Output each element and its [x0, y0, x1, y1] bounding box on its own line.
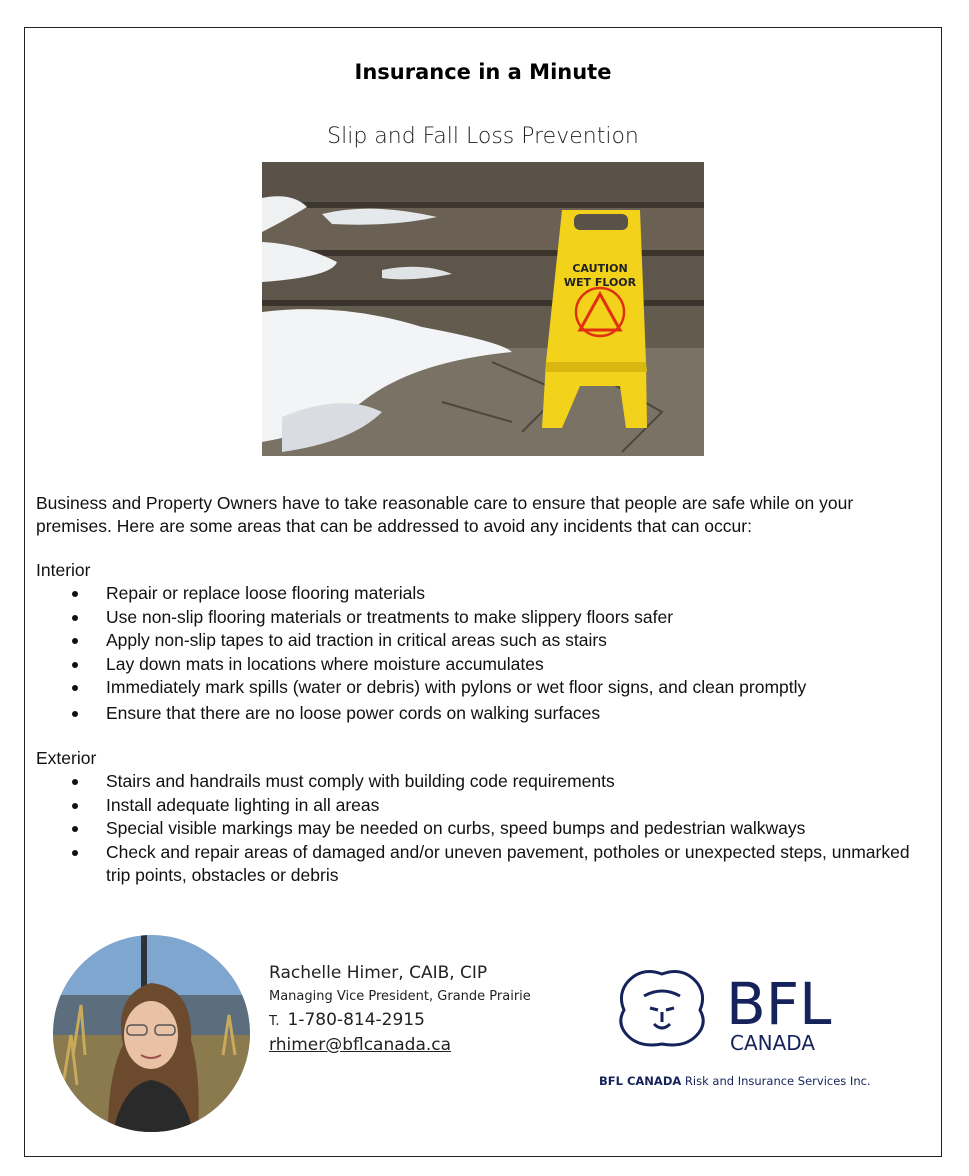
- sign-line1: CAUTION: [572, 262, 628, 275]
- bullet-icon: [72, 591, 78, 597]
- sign-line2: WET FLOOR: [563, 276, 637, 289]
- list-item: Special visible markings may be needed on curbs, speed bumps and pedestrian walkways: [36, 817, 936, 841]
- page-title: Insurance in a Minute: [354, 60, 612, 84]
- contact-name: Rachelle Himer, CAIB, CIP: [269, 963, 488, 983]
- interior-list: [36, 582, 936, 725]
- contact-role: Managing Vice President, Grande Prairie: [269, 989, 531, 1004]
- list-item: Lay down mats in locations where moisture accumulates: [36, 653, 936, 677]
- exterior-heading: Exterior: [36, 748, 97, 768]
- list-item: Immediately mark spills (water or debris) with pylons or wet floor signs, and clean promptly: [36, 676, 936, 700]
- interior-heading: Interior: [36, 560, 91, 580]
- bullet-icon: [72, 638, 78, 644]
- list-item: Use non-slip flooring materials or treatments to make slippery floors safer: [36, 606, 936, 630]
- list-item: Repair or replace loose flooring materials: [36, 582, 936, 606]
- exterior-list: [36, 770, 936, 888]
- bfl-canada-logo: [614, 966, 854, 1056]
- list-item: Stairs and handrails must comply with building code requirements: [36, 770, 936, 794]
- lion-icon: [621, 972, 703, 1045]
- bullet-icon: [72, 711, 78, 717]
- logo-sub-text: CANADA: [730, 1031, 816, 1055]
- bullet-icon: [72, 779, 78, 785]
- phone-number: 1-780-814-2915: [287, 1010, 425, 1030]
- contact-block: [269, 963, 531, 1055]
- hero-photo: [262, 162, 704, 456]
- brand-tagline: BFL CANADA Risk and Insurance Services Inc.: [599, 1074, 871, 1088]
- contact-phone: [269, 1010, 531, 1030]
- bullet-icon: [72, 662, 78, 668]
- bullet-icon: [72, 685, 78, 691]
- list-item: Apply non-slip tapes to aid traction in critical areas such as stairs: [36, 629, 936, 653]
- contact-email-link[interactable]: rhimer@bflcanada.ca: [269, 1035, 452, 1055]
- list-item: Ensure that there are no loose power cords on walking surfaces: [36, 702, 936, 726]
- intro-paragraph: Business and Property Owners have to take reasonable care to ensure that people are safe while on your premises. Here are some areas that can be addressed to avoid any incidents that can occur:: [36, 493, 854, 536]
- logo-main-text: BFL: [726, 970, 832, 1038]
- page-subtitle: Slip and Fall Loss Prevention: [327, 124, 639, 149]
- phone-prefix: T.: [269, 1014, 280, 1029]
- bullet-icon: [72, 850, 78, 856]
- bullet-icon: [72, 826, 78, 832]
- list-item: Install adequate lighting in all areas: [36, 794, 936, 818]
- bullet-icon: [72, 803, 78, 809]
- avatar: [53, 935, 250, 1132]
- bullet-icon: [72, 615, 78, 621]
- list-item: Check and repair areas of damaged and/or uneven pavement, potholes or unexpected steps, unmarked trip points, obstacles or debris: [36, 841, 936, 888]
